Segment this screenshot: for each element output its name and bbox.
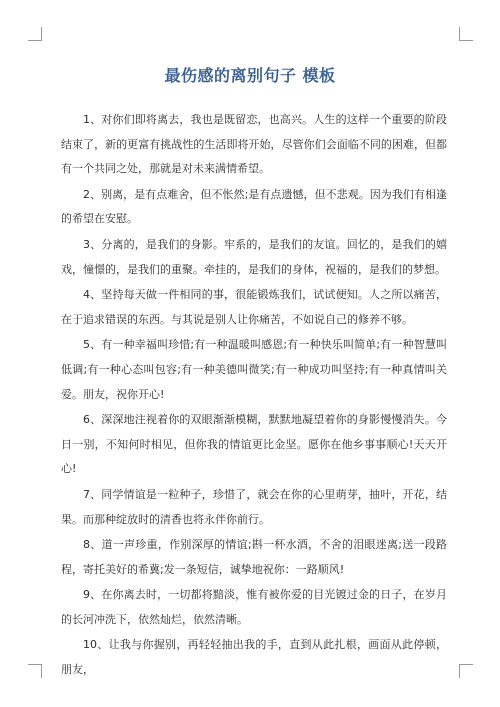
paragraph-6: 6、深深地注视着你的双眼渐渐模糊，默默地凝望着你的身影慢慢消失。今日一别，不知何时相见，但你我的情谊更比金坚。愿你在他乡事事顺心!天天开心! <box>61 413 447 476</box>
paragraph-1: 1、对你们即将离去，我也是既留恋，也高兴。人生的这样一个重要的阶段结束了，新的更富有挑战性的生活即将开始，尽管你们会面临不同的困难，但都有一个共同之处，那就是对未来满情希望。 <box>61 113 447 176</box>
paragraph-8: 8、道一声珍重，作别深厚的情谊;斟一杯水酒，不舍的泪眼迷离;送一段路程，寄托美好的希冀;发一条短信，诚挚地祝你：一路顺风! <box>61 538 447 576</box>
paragraph-7: 7、同学情谊是一粒种子，珍惜了，就会在你的心里萌芽，抽叶，开花，结果。而那种绽放时的清香也将永伴你前行。 <box>61 487 447 526</box>
paragraph-3: 3、分离的，是我们的身影。牢系的，是我们的友谊。回忆的，是我们的嬉戏，憧憬的，是我们的重聚。牵挂的，是我们的身体，祝福的，是我们的梦想。 <box>61 237 447 276</box>
document-body <box>61 108 447 684</box>
paragraph-2: 2、别离，是有点难舍，但不怅然;是有点遗憾，但不悲观。因为我们有相逢的希望在安慰。 <box>61 187 447 226</box>
paragraph-4: 4、坚持每天做一件相同的事，很能锻炼我们，试试便知。人之所以痛苦，在于追求错误的东西。与其说是别人让你痛苦，不如说自己的修养不够。 <box>61 288 447 326</box>
crop-mark-bottom-left <box>28 664 42 678</box>
paragraph-5: 5、有一种幸福叫珍惜;有一种温暖叫感恩;有一种快乐叫简单;有一种智慧叫低调;有一种心态叫包容;有一种美德叫微笑;有一种成功叫坚持;有一种真情叫关爱。朋友，祝你开心! <box>61 338 447 401</box>
crop-mark-bottom-right <box>459 664 473 678</box>
paragraph-10: 10、让我与你握别，再轻轻抽出我的手，直到从此扎根，画面从此停顿，朋友， <box>61 638 447 677</box>
crop-mark-top-right <box>459 27 473 41</box>
paragraph-9: 9、在你离去时，一切都将黯淡，惟有被你爱的目光镀过金的日子，在岁月的长河冲洗下，依然灿烂，依然清晰。 <box>61 588 447 626</box>
crop-mark-top-left <box>28 27 42 41</box>
document-title: 最伤感的离别句子 模板 <box>164 66 336 85</box>
